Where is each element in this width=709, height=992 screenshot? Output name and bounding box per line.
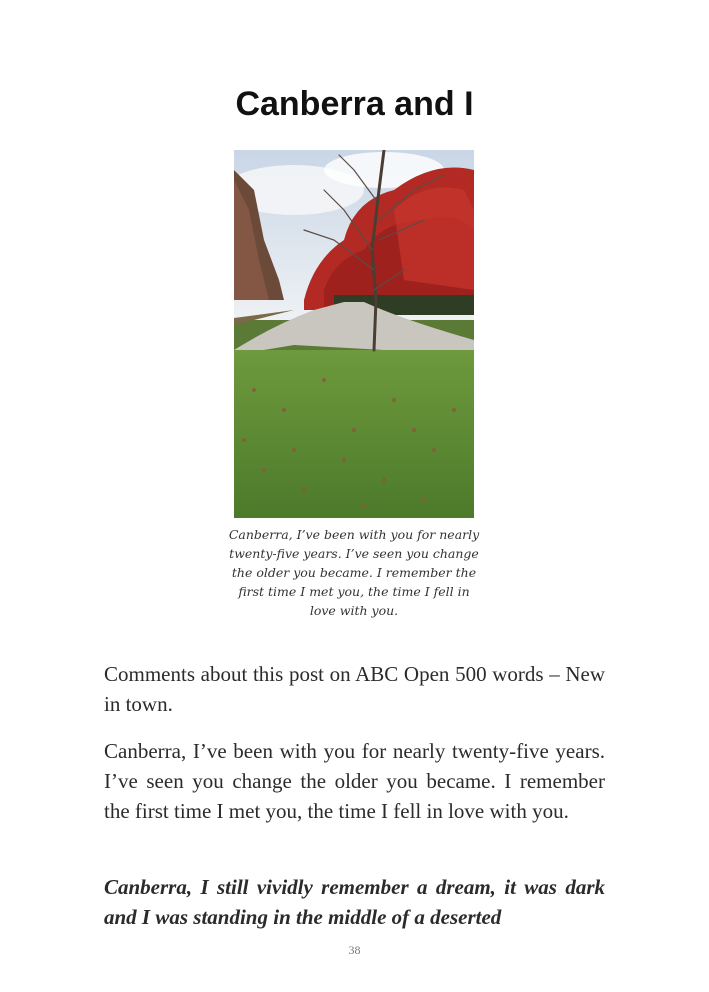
page-number: 38 — [348, 943, 361, 957]
paragraph-emphasis: Canberra, I still vividly remember a dream, it was dark and I was standing in the middle of a deserted — [104, 875, 605, 929]
paragraph: Comments about this post on ABC Open 500 words – New in town. — [104, 662, 605, 716]
photo-illustration — [234, 150, 474, 518]
paragraph: Canberra, I’ve been with you for nearly twenty-five years. I’ve seen you change the older you became. I remember the first time I met you, the time I fell in love with you. — [104, 739, 605, 823]
photo-autumn-trees — [234, 150, 474, 518]
photo-caption: Canberra, I’ve been with you for nearly twenty-five years. I’ve seen you change the older you became. I remember the first time I met you, the time I fell in love with you. — [228, 527, 480, 618]
page-title: Canberra and I — [235, 85, 474, 123]
